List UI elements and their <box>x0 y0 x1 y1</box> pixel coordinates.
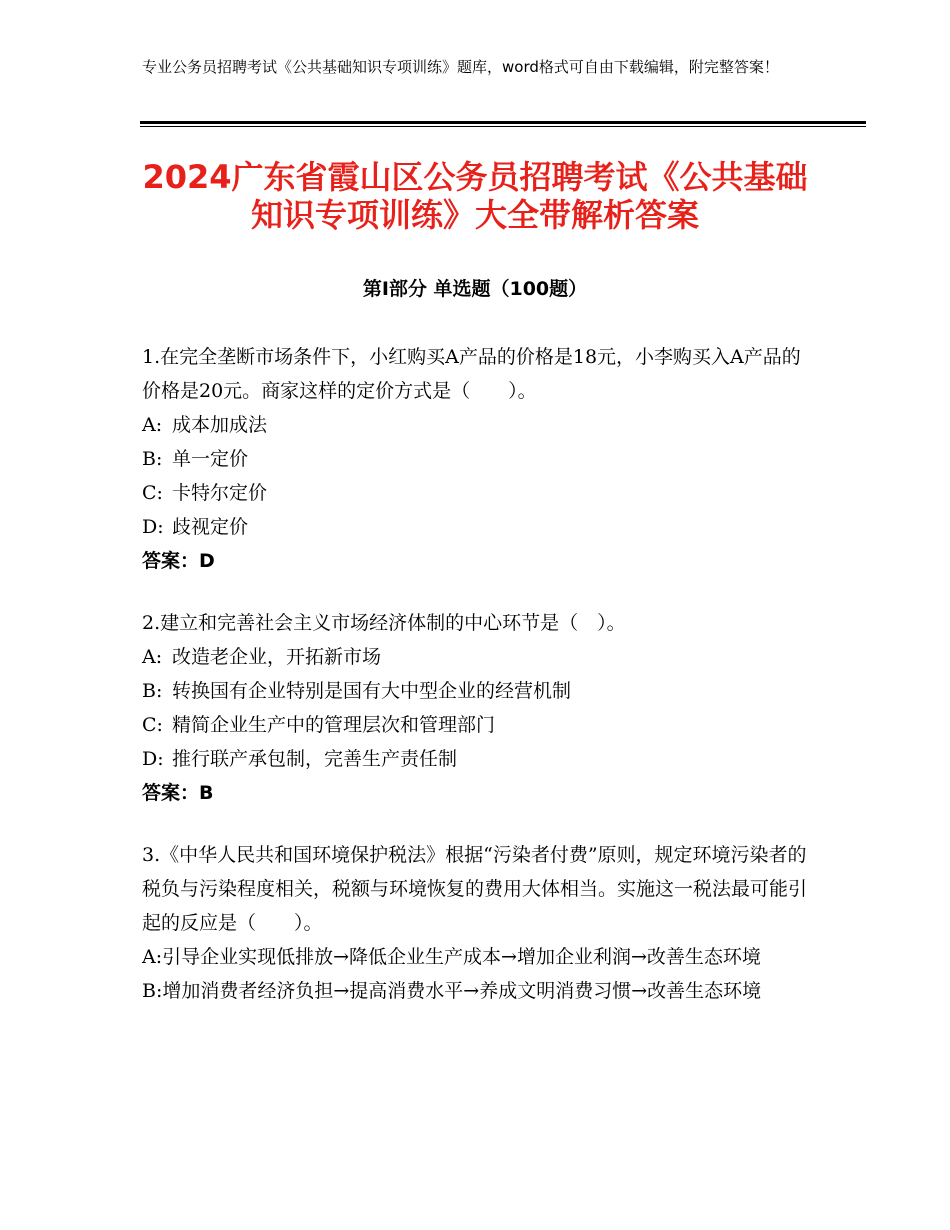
option-text: 改造老企业，开拓新市场 <box>172 646 382 668</box>
option-text: 引导企业实现低排放→降低企业生产成本→增加企业利润→改善生态环境 <box>162 946 761 968</box>
option-text: 歧视定价 <box>172 516 249 538</box>
question-3 <box>142 838 807 1008</box>
option-letter: A: <box>142 646 163 668</box>
option-text: 精简企业生产中的管理层次和管理部门 <box>172 714 496 736</box>
option-a <box>142 640 807 674</box>
document-title: 2024广东省霞山区公务员招聘考试《公共基础知识专项训练》大全带解析答案 <box>142 158 808 234</box>
option-b <box>142 442 807 476</box>
question-stem: 1.在完全垄断市场条件下，小红购买A产品的价格是18元，小李购买入A产品的价格是20元。商家这样的定价方式是（ ）。 <box>142 346 801 402</box>
option-b <box>142 674 807 708</box>
answer: 答案：B <box>142 782 214 804</box>
header-divider-thick <box>140 121 866 124</box>
header-note: 专业公务员招聘考试《公共基础知识专项训练》题库，word格式可自由下载编辑，附完整答案！ <box>142 58 779 76</box>
option-text: 单一定价 <box>172 448 249 470</box>
option-text: 推行联产承包制，完善生产责任制 <box>172 748 458 770</box>
question-list <box>142 340 807 1036</box>
question-1 <box>142 340 807 578</box>
header-divider-thin <box>140 126 866 127</box>
option-text: 增加消费者经济负担→提高消费水平→养成文明消费习惯→改善生态环境 <box>162 980 762 1002</box>
option-letter: B: <box>142 980 163 1002</box>
option-letter: B: <box>142 680 163 702</box>
option-d <box>142 510 807 544</box>
option-c <box>142 476 807 510</box>
option-b <box>142 974 807 1008</box>
question-stem: 3.《中华人民共和国环境保护税法》根据“污染者付费”原则，规定环境污染者的税负与污染程度相关，税额与环境恢复的费用大体相当。实施这一税法最可能引起的反应是（ ）。 <box>142 844 808 934</box>
answer: 答案：D <box>142 550 215 572</box>
option-text: 卡特尔定价 <box>172 482 268 504</box>
option-letter: C: <box>142 714 163 736</box>
option-d <box>142 742 807 776</box>
option-letter: B: <box>142 448 163 470</box>
option-a <box>142 408 807 442</box>
option-letter: D: <box>142 516 164 538</box>
question-stem: 2.建立和完善社会主义市场经济体制的中心环节是（ ）。 <box>142 612 626 634</box>
option-letter: D: <box>142 748 164 770</box>
option-letter: A: <box>142 946 163 968</box>
option-c <box>142 708 807 742</box>
section-heading: 第Ⅰ部分 单选题（100题） <box>362 278 588 300</box>
option-a <box>142 940 807 974</box>
option-letter: C: <box>142 482 163 504</box>
option-text: 转换国有企业特别是国有大中型企业的经营机制 <box>172 680 572 702</box>
option-letter: A: <box>142 414 163 436</box>
question-2 <box>142 606 807 810</box>
option-text: 成本加成法 <box>172 414 268 436</box>
